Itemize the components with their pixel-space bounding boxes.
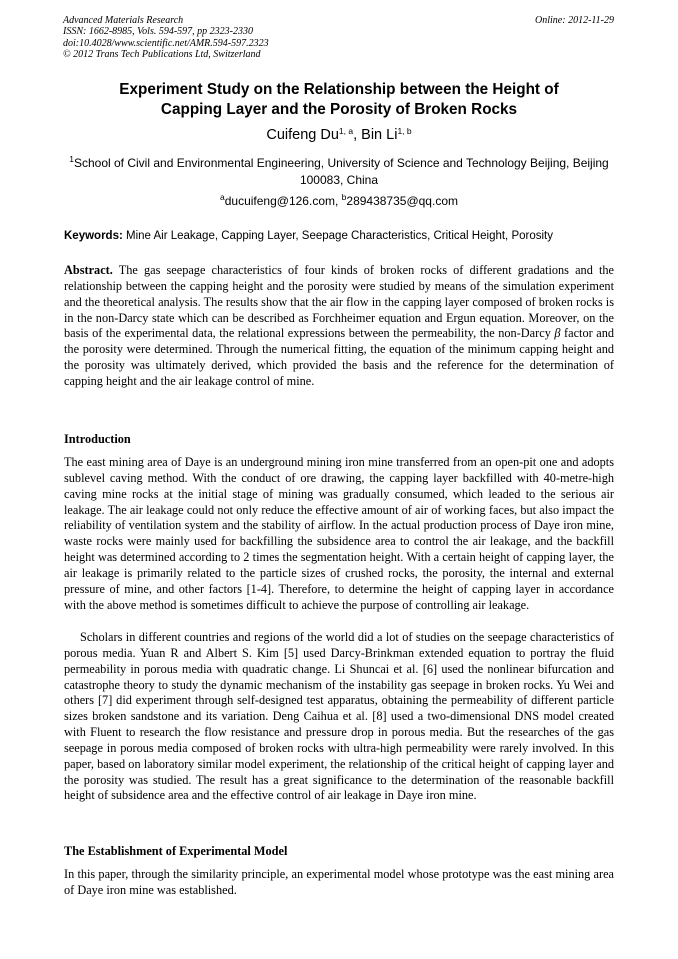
keywords-label: Keywords:: [64, 230, 123, 242]
email-separator: ,: [334, 194, 342, 208]
abstract-label: Abstract.: [64, 263, 113, 277]
section-heading-model: The Establishment of Experimental Model: [64, 844, 288, 858]
affiliation: [66, 155, 612, 188]
journal-name: Advanced Materials Research: [63, 15, 184, 26]
keywords: [64, 228, 624, 244]
section-heading-introduction: Introduction: [64, 432, 131, 446]
beta-symbol: β: [554, 326, 561, 341]
author-emails: [40, 193, 638, 209]
affiliation-text: School of Civil and Environmental Engineering, University of Science and Technology Beijing, Beijing 100083, China: [73, 156, 609, 187]
journal-header: [63, 15, 269, 60]
author-name: Bin Li: [361, 127, 398, 143]
body-paragraph: Scholars in different countries and regions of the world did a lot of studies on the seepage characteristics of porous media. Yuan R and Albert S. Kim [5] used Darcy-Brinkman extended equation to portray the fluid permeability in porous media with quadratic change. Li Shuncai et al. [6] used the nonlinear bifurcation and catastrophe theory to study the dynamic mechanism of the instability gas seepage in broken rocks. Yu Wei and others [7] did experiment through self-designed test apparatus, obtaining the permeability of different particle sizes broken sandstone and its variation. Deng Caihua et al. [8] used a two-dimensional DNS model created with Fluent to research the flow resistance and pressure drop in porous media. But the researches of the gas seepage in porous media composed of broken rocks with ultra-high permeability were rarely involved. In this paper, based on laboratory similar model experiment, the relationship of the critical height of capping layer and the porosity was studied. The result has a great significance to the determination of the reasonable backfill height of subsidence area and the effective control of air leakage in Daye iron mine.: [64, 630, 614, 803]
abstract-text: factor and the porosity were determined. Through the numerical fitting, the equation of the minimum capping height and the porosity was ultimately derived, which provided the basis and the reference for the determination of capping height and the air leakage control of mine.: [64, 326, 614, 388]
affiliation-superscript: 1: [69, 154, 74, 164]
author-list: [40, 126, 638, 144]
email-link[interactable]: 289438735@qq.com: [346, 194, 458, 208]
doi-line[interactable]: doi:10.4028/www.scientific.net/AMR.594-597.2323: [63, 37, 269, 49]
abstract-paragraph: [64, 263, 614, 390]
author-separator: ,: [353, 127, 362, 143]
title-line-1: Experiment Study on the Relationship between the Height of: [119, 81, 559, 98]
paper-title: [40, 80, 638, 119]
body-paragraph: The east mining area of Daye is an underground mining iron mine transferred from an open-pit one and adopts sublevel caving method. With the conduct of ore drawing, the capping layer backfilled with 40-metre-high caving mine rocks at the initial stage of mining was gradually consumed, which leaded to the serious air leakage. The air leakage could not only reduce the effective amount of air of working faces, but also impact the reliability of ventilation system and the stability of airflow. In the actual production process of Daye iron mine, waste rocks were mainly used for backfilling the subsidence area to control the air leakage, and the backfill height was determined according to 2 times the segmentation height. With a certain height of capping layer, the air leakage is primarily related to the particle sizes of crushed rocks, the porosity, the internal and external pressure of mine, and other factors [1-4]. Therefore, to determine the height of capping layer in accordance with the above method is sometimes difficult to achieve the purpose of controlling air leakage.: [64, 455, 614, 612]
email-superscript: a: [220, 192, 225, 202]
email-superscript: b: [341, 192, 347, 202]
email-link[interactable]: ducuifeng@126.com: [224, 194, 335, 208]
copyright-line: © 2012 Trans Tech Publications Ltd, Switzerland: [63, 48, 261, 60]
author-superscript: 1, b: [397, 126, 412, 136]
author-name: Cuifeng Du: [266, 127, 339, 143]
author-superscript: 1, a: [338, 126, 354, 136]
online-date: Online: 2012-11-29: [535, 15, 614, 26]
body-paragraph: In this paper, through the similarity principle, an experimental model whose prototype was the east mining area of Daye iron mine was established.: [64, 867, 614, 897]
issn-line: ISSN: 1662-8985, Vols. 594-597, pp 2323-2330: [63, 26, 253, 38]
title-line-2: Capping Layer and the Porosity of Broken Rocks: [160, 100, 518, 118]
abstract-text: The gas seepage characteristics of four kinds of broken rocks of different gradations and the relationship between the capping height and the porosity were studied by means of the simulation experiment and the theoretical analysis. The results show that the air flow in the capping layer composed of broken rocks is in the non-Darcy state which can be described as Forchheimer equation and Ergun equation. Moreover, on the basis of the experimental data, the relational expressions between the permeability, the non-Darcy: [64, 263, 614, 341]
keywords-text: Mine Air Leakage, Capping Layer, Seepage Characteristics, Critical Height, Porosity: [122, 230, 553, 242]
